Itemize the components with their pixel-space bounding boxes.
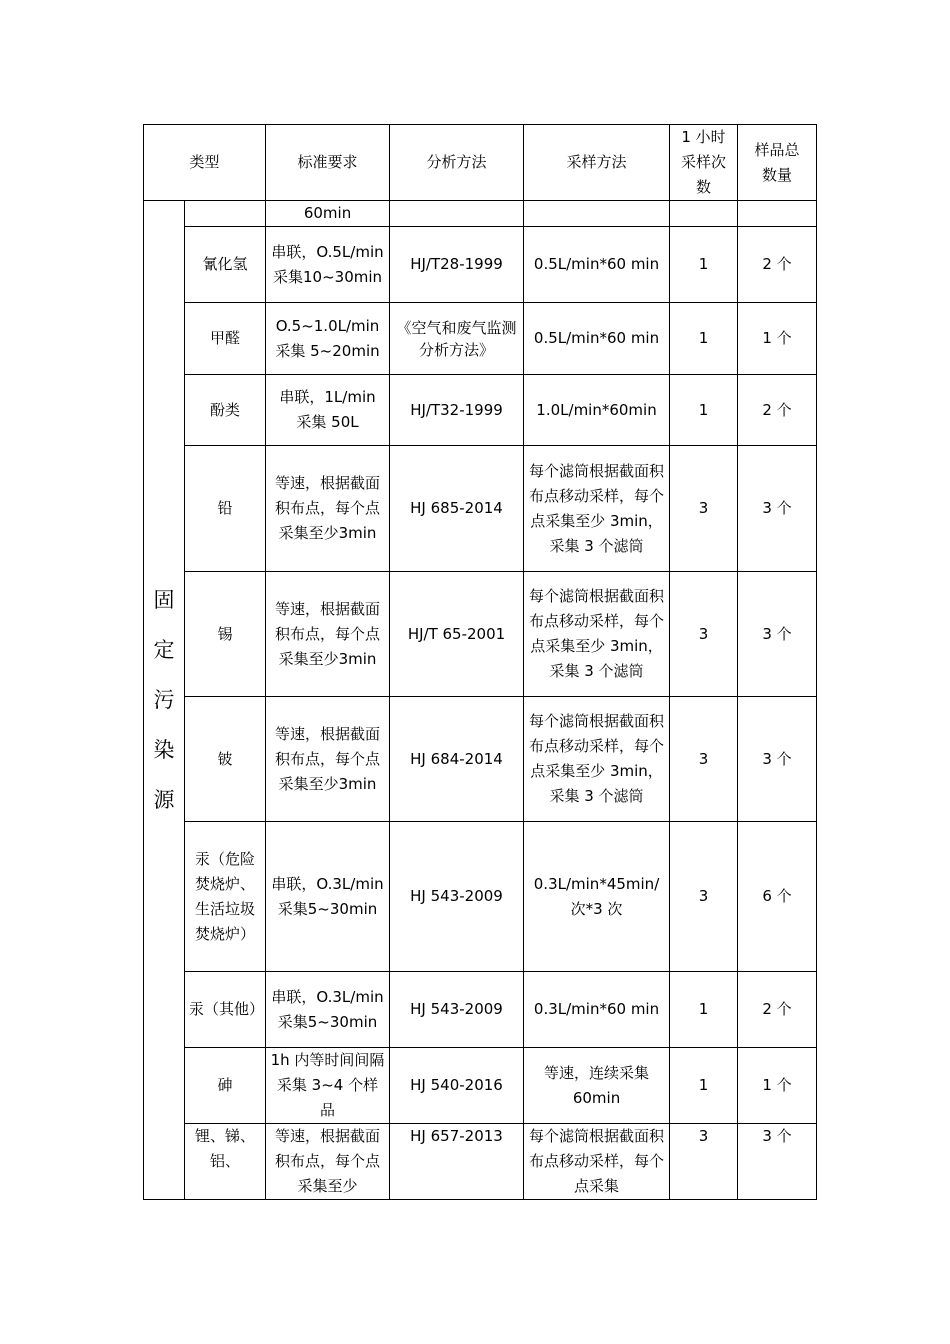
header-total: 样品总数量 [738, 125, 817, 201]
cell-sampling: 0.5L/min*60 min [524, 227, 670, 303]
cell-total: 3 个 [738, 1124, 817, 1200]
header-analysis: 分析方法 [390, 125, 524, 201]
cell-analysis: HJ 684-2014 [390, 697, 524, 822]
table-row [144, 303, 817, 375]
cell-analysis: HJ 543-2009 [390, 822, 524, 972]
table-row-partial [144, 201, 817, 227]
cell-analysis: HJ 685-2014 [390, 446, 524, 572]
header-sampling: 采样方法 [524, 125, 670, 201]
cell-total: 2 个 [738, 375, 817, 446]
cell-sampling: 每个滤筒根据截面积布点移动采样，每个点采集至少 3min，采集 3 个滤筒 [524, 446, 670, 572]
table-row [144, 697, 817, 822]
cell-standard: 串联，O.3L/min 采集5~30min [266, 972, 390, 1048]
cell-per-hour: 3 [670, 697, 738, 822]
header-standard: 标准要求 [266, 125, 390, 201]
cell-per-hour: 1 [670, 303, 738, 375]
cell-standard: 等速，根据截面积布点，每个点采集至少3min [266, 572, 390, 697]
cell-total: 2 个 [738, 972, 817, 1048]
table-row [144, 227, 817, 303]
cell-item: 甲醛 [185, 303, 266, 375]
cell-standard: O.5~1.0L/min 采集 5~20min [266, 303, 390, 375]
cell-sampling: 每个滤筒根据截面积布点移动采样，每个点采集 [524, 1124, 670, 1200]
cell-total: 1 个 [738, 303, 817, 375]
cell-analysis: HJ 543-2009 [390, 972, 524, 1048]
cell-item: 锂、锑、铝、 [185, 1124, 266, 1200]
cell-sampling: 0.3L/min*60 min [524, 972, 670, 1048]
cell-total: 1 个 [738, 1048, 817, 1124]
cell-total: 2 个 [738, 227, 817, 303]
cell-analysis: HJ/T 65-2001 [390, 572, 524, 697]
header-type: 类型 [144, 125, 266, 201]
cell-per-hour: 1 [670, 972, 738, 1048]
cell-standard: 串联，1L/min 采集 50L [266, 375, 390, 446]
cell-standard: 等速，根据截面积布点，每个点采集至少3min [266, 446, 390, 572]
cell-item: 氰化氢 [185, 227, 266, 303]
cell-total: 6 个 [738, 822, 817, 972]
cell-standard: 1h 内等时间间隔采集 3~4 个样品 [266, 1048, 390, 1124]
cell-per-hour: 1 [670, 375, 738, 446]
cell-total: 3 个 [738, 572, 817, 697]
cell-sampling: 每个滤筒根据截面积布点移动采样，每个点采集至少 3min，采集 3 个滤筒 [524, 572, 670, 697]
cell-item: 汞（其他） [185, 972, 266, 1048]
cell-sampling: 1.0L/min*60min [524, 375, 670, 446]
table-row [144, 972, 817, 1048]
cell-analysis: HJ/T32-1999 [390, 375, 524, 446]
sampling-table [143, 124, 817, 1200]
table-row [144, 1048, 817, 1124]
cell-item: 锡 [185, 572, 266, 697]
cell-total: 3 个 [738, 446, 817, 572]
category-cell [144, 201, 185, 1200]
cell-per-hour: 3 [670, 446, 738, 572]
cell-sampling: 0.5L/min*60 min [524, 303, 670, 375]
header-row [144, 125, 817, 201]
cell-total [738, 201, 817, 227]
cell-per-hour: 3 [670, 1124, 738, 1200]
table-row [144, 822, 817, 972]
cell-per-hour: 1 [670, 227, 738, 303]
cell-item: 汞（危险焚烧炉、生活垃圾焚烧炉） [185, 822, 266, 972]
cell-standard: 串联，O.5L/min 采集10~30min [266, 227, 390, 303]
table-row [144, 572, 817, 697]
cell-per-hour: 3 [670, 822, 738, 972]
cell-analysis: HJ 540-2016 [390, 1048, 524, 1124]
cell-per-hour [670, 201, 738, 227]
cell-sampling: 等速，连续采集60min [524, 1048, 670, 1124]
cell-standard: 等速，根据截面积布点，每个点采集至少3min [266, 697, 390, 822]
cell-per-hour: 1 [670, 1048, 738, 1124]
table-row [144, 1124, 817, 1200]
cell-sampling: 0.3L/min*45min/次*3 次 [524, 822, 670, 972]
category-label: 固定污染源 [153, 588, 175, 812]
cell-sampling [524, 201, 670, 227]
table-row [144, 446, 817, 572]
cell-sampling: 每个滤筒根据截面积布点移动采样，每个点采集至少 3min，采集 3 个滤筒 [524, 697, 670, 822]
cell-standard: 串联，O.3L/min 采集5~30min [266, 822, 390, 972]
cell-item: 酚类 [185, 375, 266, 446]
cell-item [185, 201, 266, 227]
cell-standard: 60min [266, 201, 390, 227]
cell-standard: 等速，根据截面积布点，每个点采集至少 [266, 1124, 390, 1200]
cell-analysis [390, 201, 524, 227]
cell-analysis: 《空气和废气监测分析方法》 [390, 303, 524, 375]
cell-item: 铍 [185, 697, 266, 822]
cell-analysis: HJ 657-2013 [390, 1124, 524, 1200]
cell-total: 3 个 [738, 697, 817, 822]
table-row [144, 375, 817, 446]
cell-item: 铅 [185, 446, 266, 572]
cell-per-hour: 3 [670, 572, 738, 697]
cell-analysis: HJ/T28-1999 [390, 227, 524, 303]
cell-item: 砷 [185, 1048, 266, 1124]
header-per-hour: 1 小时采样次数 [670, 125, 738, 201]
